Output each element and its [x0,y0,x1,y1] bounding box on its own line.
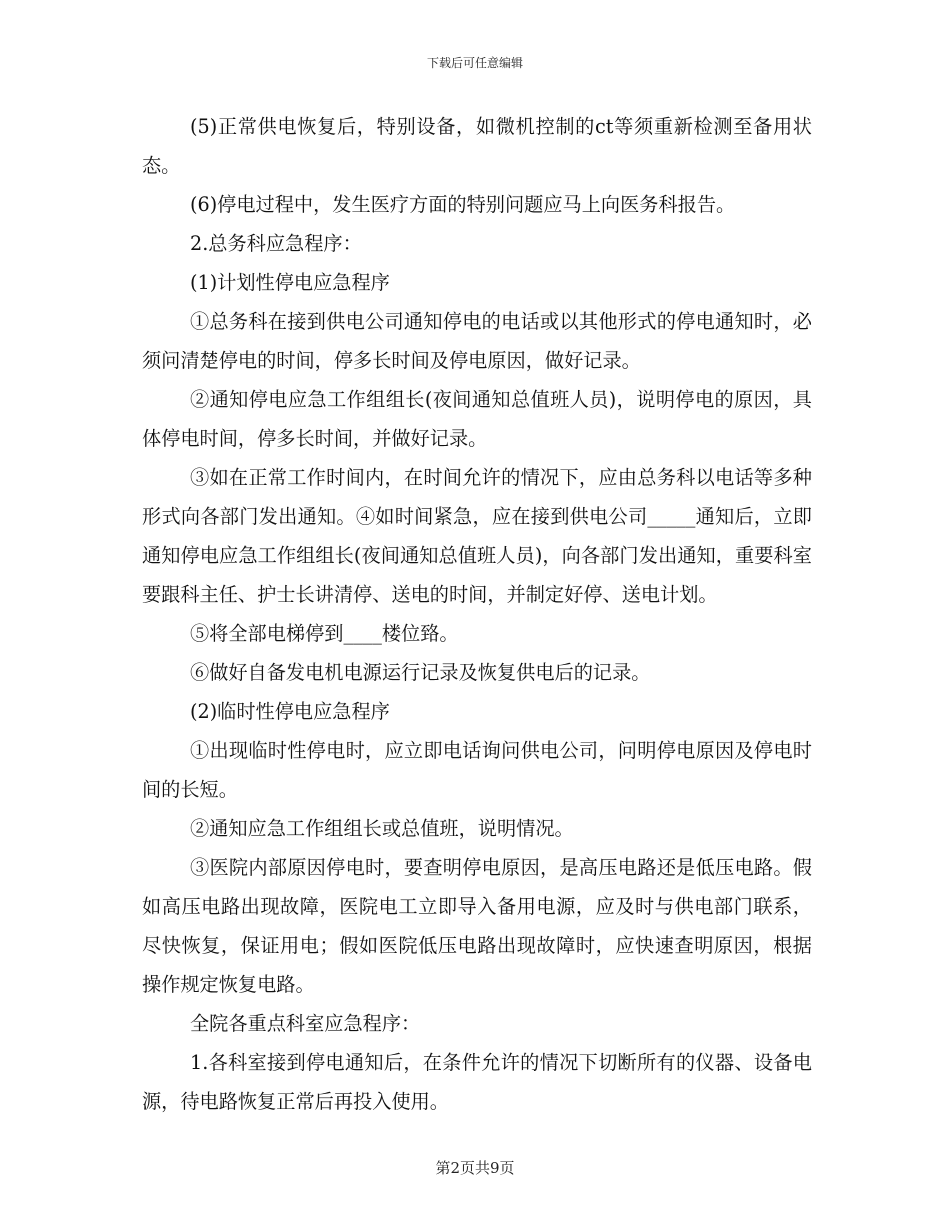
paragraph: ③如在正常工作时间内，在时间允许的情况下，应由总务科以电话等多种形式向各部门发出通知。④如时间紧急，应在接到供电公司_____通知后，立即通知停电应急工作组组长(夜间通知总值班人员)，向各部门发出通知，重要科室要跟科主任、护士长讲清停、送电的时间，并制定好停、送电计划。 [142,466,812,606]
subsection-heading: (1)计划性停电应急程序 [190,271,390,294]
paragraph: ①总务科在接到供电公司通知停电的电话或以其他形式的停电通知时，必须问清楚停电的时间，停多长时间及停电原因，做好记录。 [142,310,812,372]
subsection-heading: (2)临时性停电应急程序 [190,700,390,723]
paragraph: (5)正常供电恢复后，特别设备，如微机控制的ct等须重新检测至备用状态。 [142,115,812,177]
paragraph: (6)停电过程中，发生医疗方面的特别问题应马上向医务科报告。 [190,193,736,216]
paragraph: ⑥做好自备发电机电源运行记录及恢复供电后的记录。 [190,661,651,684]
paragraph: ⑤将全部电梯停到____楼位臵。 [190,622,459,645]
paragraph: ③医院内部原因停电时，要查明停电原因，是高压电路还是低压电路。假如高压电路出现故障，医院电工立即导入备用电源，应及时与供电部门联系，尽快恢复，保证用电；假如医院低压电路出现故障时，应快速查明原因，根据操作规定恢复电路。 [142,856,812,996]
paragraph: 1.各科室接到停电通知后，在条件允许的情况下切断所有的仪器、设备电源，待电路恢复正常后再投入使用。 [142,1051,812,1113]
section-heading: 全院各重点科室应急程序： [190,1012,421,1035]
paragraph: ②通知停电应急工作组组长(夜间通知总值班人员)，说明停电的原因，具体停电时间，停多长时间，并做好记录。 [142,388,812,450]
page-footer: 第2页共9页 [435,1159,515,1177]
page-header: 下载后可任意编辑 [426,56,523,70]
section-heading: 2.总务科应急程序： [190,232,362,255]
document-body [142,107,812,1121]
paragraph: ②通知应急工作组组长或总值班，说明情况。 [190,817,574,840]
paragraph: ①出现临时性停电时，应立即电话询问供电公司，问明停电原因及停电时间的长短。 [142,739,812,801]
